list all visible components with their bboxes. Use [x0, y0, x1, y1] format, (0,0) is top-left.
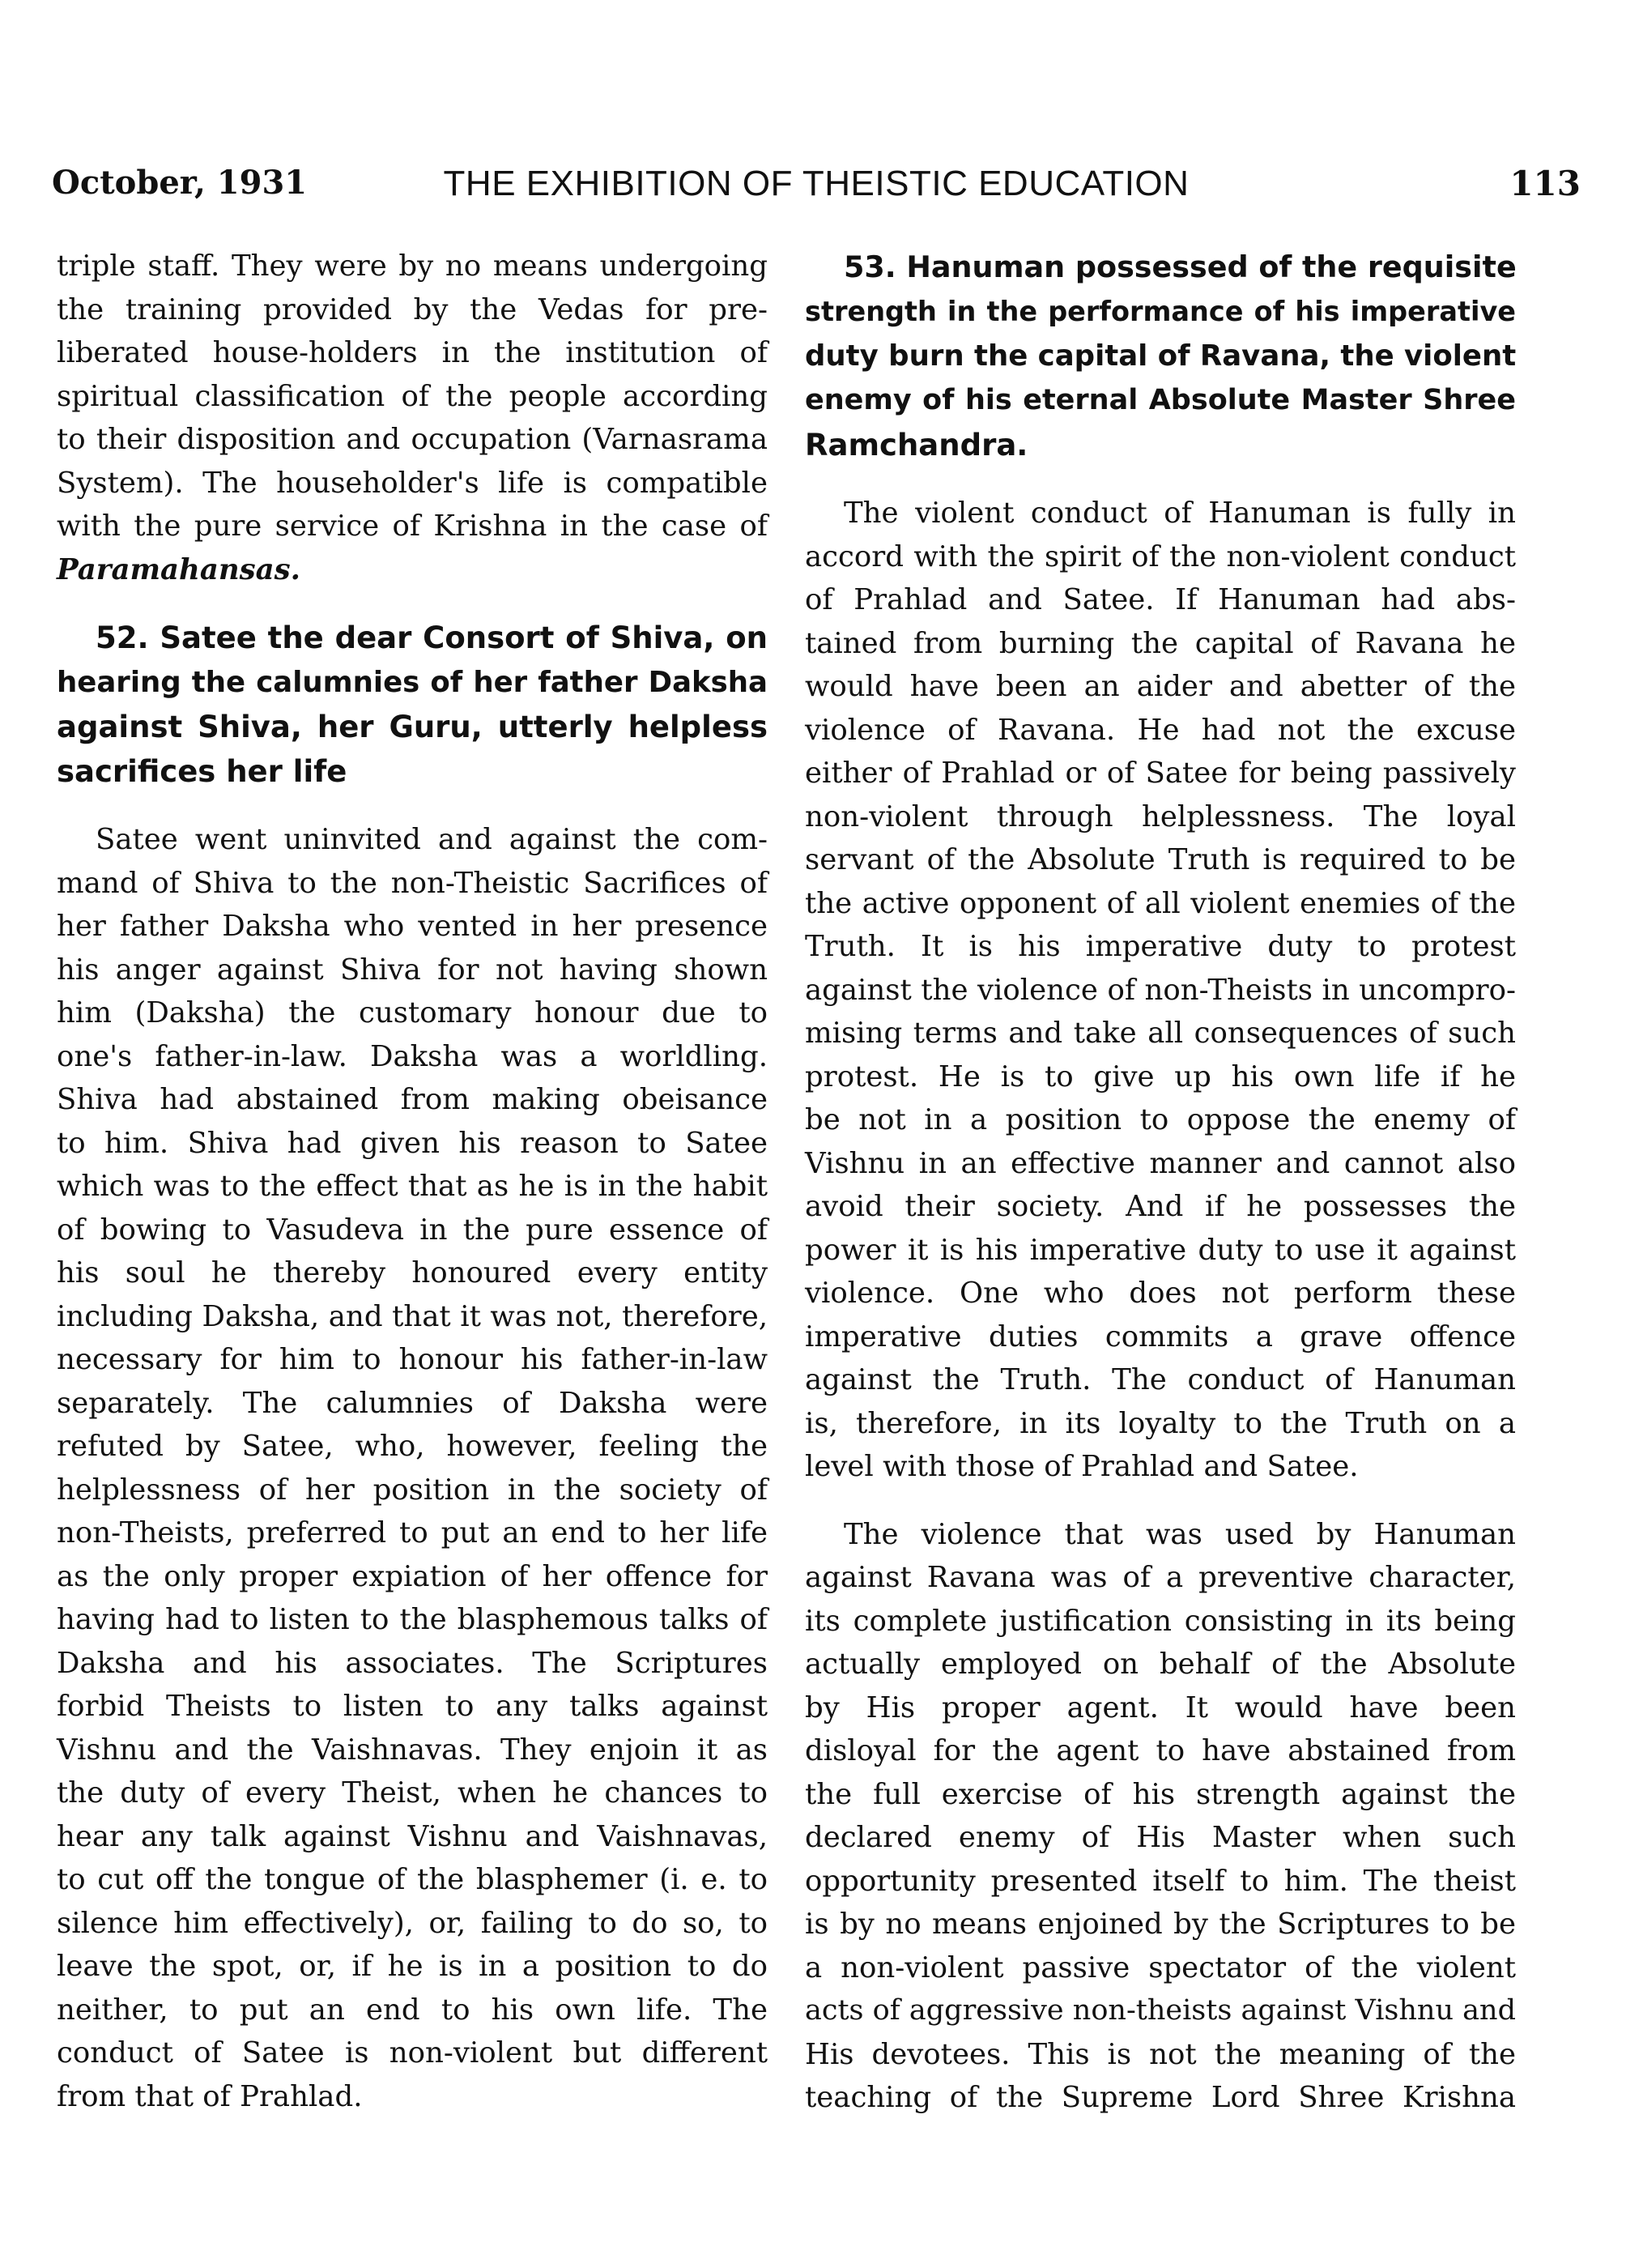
text-line: The violence that was used by Hanuman [844, 1517, 1516, 1551]
text-line: accord with the spirit of the non-violent conduct [805, 539, 1516, 573]
text-line: actually employed on behalf of the Absolute [805, 1648, 1516, 1681]
text-line: of bowing to Vasudeva in the pure essence of [57, 1213, 768, 1247]
text-line: to their disposition and occupation (Varnasrama [57, 423, 768, 456]
text-line: Shiva had abstained from making obeisance [57, 1083, 768, 1116]
text-line: His devotees. This is not the meaning of the [805, 2037, 1516, 2071]
text-line: to cut off the tongue of the blasphemer (i. e. to [57, 1863, 768, 1896]
text-line: protest. He is to give up his own life if he [805, 1059, 1516, 1094]
text-line: necessary for him to honour his father-in-law [57, 1343, 768, 1376]
text-line: which was to the effect that as he is in the habit [57, 1170, 768, 1203]
text-line: neither, to put an end to his own life. The [57, 1993, 768, 2027]
text-line: violence of Ravana. He had not the excuse [805, 713, 1516, 747]
text-line: as the only proper expiation of her offence for [57, 1559, 768, 1593]
text-line: either of Prahlad or of Satee for being passively [805, 757, 1516, 790]
text-line: System). The householder's life is compatible [57, 466, 768, 500]
text-line: servant of the Absolute Truth is required to be [805, 843, 1516, 876]
paragraph-satee [57, 818, 768, 2118]
text-line: helplessness of her position in the society of [57, 1473, 768, 1507]
text-line: Truth. It is his imperative duty to protest [805, 930, 1516, 963]
text-line: of Prahlad and Satee. If Hanuman had abs- [805, 583, 1516, 616]
heading-line: strength in the performance of his imperative [805, 296, 1516, 327]
text-line: including Daksha, and that it was not, therefore, [57, 1299, 768, 1333]
text-line: its complete justification consisting in its being [805, 1604, 1516, 1638]
text-line: hear any talk against Vishnu and Vaishnavas, [57, 1819, 768, 1853]
text-line: her father Daksha who vented in her presence [57, 910, 768, 943]
text-line: opportunity presented itself to him. The theist [805, 1864, 1516, 1898]
text-line: separately. The calumnies of Daksha were [57, 1386, 768, 1420]
text-line: imperative duties commits a grave offence [805, 1319, 1516, 1354]
italic-term: Paramahansas. [57, 552, 300, 586]
text-line: Daksha and his associates. The Scriptures [57, 1646, 768, 1680]
text-line: spiritual classification of the people according [57, 379, 768, 413]
text-line: the training provided by the Vedas for pre- [57, 292, 768, 326]
section-heading-53 [805, 245, 1516, 467]
header-title: THE EXHIBITION OF THEISTIC EDUCATION [443, 164, 1190, 203]
text-line: one's father-in-law. Daksha was a worldling. [57, 1039, 768, 1073]
text-line: a non-violent passive spectator of the violent [805, 1950, 1516, 1985]
text-line: to him. Shiva had given his reason to Satee [57, 1126, 768, 1160]
text-line: level with those of Prahlad and Satee. [805, 1450, 1359, 1483]
text-line: him (Daksha) the customary honour due to [57, 996, 768, 1030]
text-line: disloyal for the agent to have abstained from [805, 1734, 1516, 1767]
text-line: with the pure service of Krishna in the case of [57, 509, 768, 543]
text-line: against the Truth. The conduct of Hanuman [805, 1363, 1516, 1396]
heading-line: sacrifices her life [57, 754, 347, 789]
heading-line: hearing the calumnies of her father Daksha [57, 666, 768, 699]
text-line: avoid their society. And if he possesses the [805, 1190, 1516, 1223]
running-head [52, 164, 1581, 212]
text-line: violence. One who does not perform these [805, 1277, 1516, 1310]
heading-line: duty burn the capital of Ravana, the violent [805, 339, 1517, 373]
text-line: having had to listen to the blasphemous talks of [57, 1603, 768, 1636]
text-line: forbid Theists to listen to any talks against [57, 1690, 768, 1723]
header-date: October, 1931 [52, 164, 308, 202]
text-line: the full exercise of his strength against the [805, 1777, 1516, 1811]
heading-line: Ramchandra. [805, 428, 1028, 463]
text-line: declared enemy of His Master when such [805, 1821, 1516, 1854]
text-line: leave the spot, or, if he is in a position to do [57, 1950, 768, 1983]
text-line: refuted by Satee, who, however, feeling the [57, 1430, 768, 1463]
paragraph-hanuman [805, 492, 1516, 1489]
text-line: his anger against Shiva for not having shown [57, 953, 768, 987]
paragraph-continued [57, 245, 768, 591]
text-line: the duty of every Theist, when he chances to [57, 1776, 768, 1810]
text-line: mand of Shiva to the non-Theistic Sacrifices of [57, 866, 768, 900]
left-column [57, 245, 768, 2118]
text-line: The violent conduct of Hanuman is fully in [844, 497, 1516, 530]
heading-line: 52. Satee the dear Consort of Shiva, on [96, 620, 768, 655]
text-line: would have been an aider and abetter of the [805, 670, 1516, 703]
right-column [805, 245, 1516, 2120]
text-line: tained from burning the capital of Ravana he [805, 626, 1516, 660]
heading-line: enemy of his eternal Absolute Master Shree [805, 384, 1516, 416]
text-line: is, therefore, in its loyalty to the Truth on a [805, 1406, 1516, 1440]
text-line: be not in a position to oppose the enemy of [805, 1103, 1516, 1136]
text-line: by His proper agent. It would have been [805, 1690, 1516, 1724]
text-line: his soul he thereby honoured every entity [57, 1256, 768, 1290]
text-line: non-violent through helplessness. The loyal [805, 799, 1516, 833]
text-line: from that of Prahlad. [57, 2079, 363, 2113]
text-line: triple staff. They were by no means undergoing [57, 249, 768, 283]
text-line: conduct of Satee is non-violent but different [57, 2036, 768, 2070]
text-line: teaching of the Supreme Lord Shree Krishna [805, 2081, 1516, 2114]
text-line: against Ravana was of a preventive character, [805, 1561, 1516, 1594]
text-line: against the violence of non-Theists in uncompro- [805, 973, 1516, 1007]
text-line: non-Theists, preferred to put an end to her life [57, 1516, 768, 1550]
text-line: Satee went uninvited and against the com- [96, 823, 768, 856]
page-number: 113 [1509, 164, 1581, 203]
text-line: is by no means enjoined by the Scriptures to be [805, 1908, 1516, 1941]
text-line: acts of aggressive non-theists against Vishnu and [805, 1994, 1516, 2027]
heading-line: 53. Hanuman possessed of the requisite [844, 249, 1517, 284]
section-heading-52 [57, 616, 768, 794]
text-line: mising terms and take all consequences of such [805, 1017, 1516, 1050]
text-line: power it is his imperative duty to use it against [805, 1233, 1516, 1267]
paragraph-violence [805, 1513, 1516, 2120]
heading-line: against Shiva, her Guru, utterly helpless [57, 710, 768, 744]
text-line: Vishnu in an effective manner and cannot also [805, 1146, 1516, 1180]
text-line: Vishnu and the Vaishnavas. They enjoin it as [57, 1733, 768, 1767]
text-line: the active opponent of all violent enemies of the [805, 886, 1516, 920]
text-line: silence him effectively), or, failing to do so, to [57, 1906, 768, 1940]
text-line [57, 548, 768, 592]
text-line: liberated house-holders in the institution of [57, 336, 768, 369]
